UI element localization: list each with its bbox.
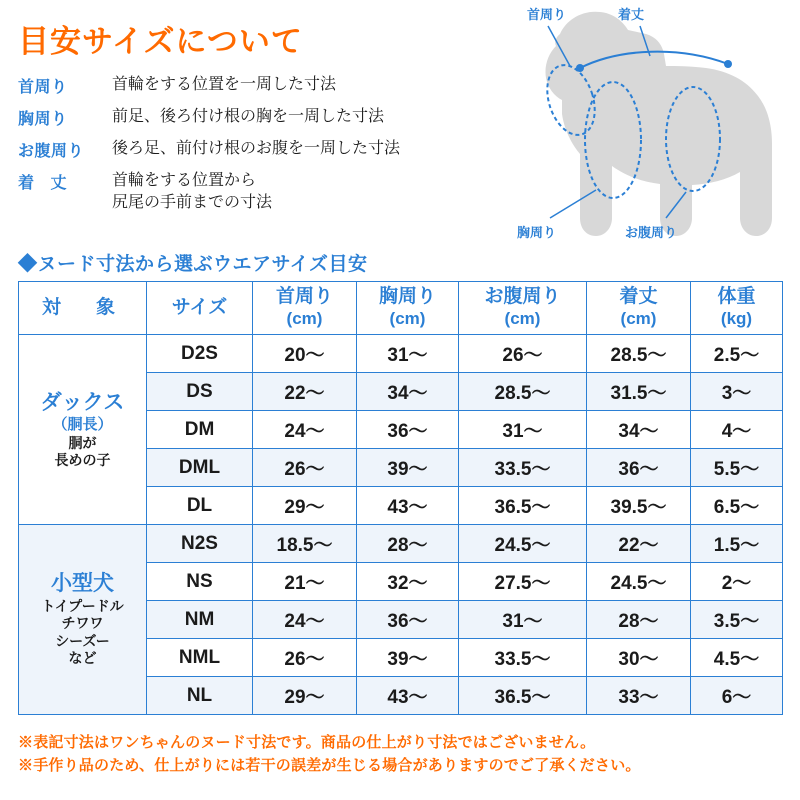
size-table	[18, 281, 783, 715]
diagram-label-length: 着丈	[618, 7, 645, 22]
cell-length: 39.5〜	[587, 487, 691, 525]
group-note-2: チワワ	[61, 615, 104, 632]
cell-size: DM	[147, 411, 253, 449]
group-name: 小型犬	[51, 572, 114, 596]
definition-description-line2: 尻尾の手前までの寸法	[112, 193, 273, 211]
table-header-row	[19, 282, 783, 335]
cell-weight: 3〜	[691, 373, 783, 411]
column-header-belly-label: お腹周り	[484, 286, 561, 308]
group-note-3: シーズー	[55, 632, 110, 649]
cell-neck: 24〜	[253, 411, 357, 449]
table-row	[19, 335, 783, 373]
cell-size: DS	[147, 373, 253, 411]
cell-neck: 21〜	[253, 563, 357, 601]
column-header-weight	[691, 282, 783, 335]
footnote-1: ※表記寸法はワンちゃんのヌード寸法です。商品の仕上がり寸法ではございません。	[18, 734, 596, 751]
group-name-sub: （胴長）	[52, 415, 113, 433]
dog-silhouette-icon	[470, 4, 792, 252]
column-header-length	[587, 282, 691, 335]
cell-weight: 4.5〜	[691, 639, 783, 677]
definition-term: 着 丈	[18, 175, 73, 192]
dog-diagram	[470, 4, 792, 252]
cell-weight: 6.5〜	[691, 487, 783, 525]
cell-chest: 34〜	[357, 373, 459, 411]
cell-belly: 33.5〜	[459, 449, 587, 487]
column-header-length-label: 着丈	[619, 286, 658, 308]
cell-length: 24.5〜	[587, 563, 691, 601]
cell-length: 28〜	[587, 601, 691, 639]
cell-belly: 36.5〜	[459, 487, 587, 525]
column-header-belly-unit: (cm)	[504, 309, 541, 329]
cell-weight: 3.5〜	[691, 601, 783, 639]
definition-description-line1: 首輪をする位置から	[112, 172, 257, 189]
cell-chest: 39〜	[357, 639, 459, 677]
column-header-chest-label: 胸周り	[378, 286, 436, 308]
cell-neck: 26〜	[253, 639, 357, 677]
cell-belly: 24.5〜	[459, 525, 587, 563]
cell-weight: 2〜	[691, 563, 783, 601]
cell-chest: 43〜	[357, 487, 459, 525]
measurement-definitions	[18, 74, 488, 222]
group-label-small-dog	[19, 525, 147, 715]
footnotes	[18, 731, 788, 778]
definition-row	[18, 74, 488, 97]
column-header-target-label: 対 象	[41, 296, 123, 318]
group-name: ダックス	[40, 390, 125, 414]
diagram-label-chest: 胸周り	[517, 225, 557, 240]
cell-length: 31.5〜	[587, 373, 691, 411]
definition-term: 胸周り	[18, 111, 68, 128]
cell-belly: 28.5〜	[459, 373, 587, 411]
column-header-belly	[459, 282, 587, 335]
cell-belly: 27.5〜	[459, 563, 587, 601]
cell-neck: 18.5〜	[253, 525, 357, 563]
cell-belly: 26〜	[459, 335, 587, 373]
cell-weight: 5.5〜	[691, 449, 783, 487]
cell-size: NML	[147, 639, 253, 677]
page-title: 目安サイズについて	[18, 24, 303, 59]
cell-size: NM	[147, 601, 253, 639]
cell-size: NS	[147, 563, 253, 601]
cell-neck: 24〜	[253, 601, 357, 639]
diagram-label-neck: 首周り	[527, 7, 567, 22]
cell-weight: 4〜	[691, 411, 783, 449]
cell-length: 36〜	[587, 449, 691, 487]
cell-length: 28.5〜	[587, 335, 691, 373]
section-heading: ◆ヌード寸法から選ぶウエアサイズ目安	[18, 254, 368, 275]
cell-chest: 31〜	[357, 335, 459, 373]
column-header-neck-unit: (cm)	[286, 309, 323, 329]
cell-size: N2S	[147, 525, 253, 563]
definition-description	[112, 170, 272, 213]
group-note-2: 長めの子	[54, 452, 111, 468]
cell-chest: 36〜	[357, 411, 459, 449]
cell-size: NL	[147, 677, 253, 715]
column-header-size	[147, 282, 253, 335]
footnote-2: ※手作り品のため、仕上がりには若干の誤差が生じる場合がありますのでご了承ください。	[18, 757, 641, 775]
definition-description: 後ろ足、前付け根のお腹を一周した寸法	[112, 140, 401, 157]
column-header-length-unit: (cm)	[620, 309, 657, 329]
cell-length: 22〜	[587, 525, 691, 563]
cell-chest: 36〜	[357, 601, 459, 639]
cell-chest: 32〜	[357, 563, 459, 601]
definition-description: 首輪をする位置を一周した寸法	[112, 76, 337, 93]
cell-neck: 29〜	[253, 677, 357, 715]
cell-chest: 39〜	[357, 449, 459, 487]
cell-belly: 31〜	[459, 411, 587, 449]
cell-neck: 22〜	[253, 373, 357, 411]
column-header-chest-unit: (cm)	[389, 309, 426, 329]
cell-chest: 43〜	[357, 677, 459, 715]
cell-weight: 6〜	[691, 677, 783, 715]
group-label-dachshund	[19, 335, 147, 525]
length-end-dot	[724, 60, 732, 68]
column-header-neck	[253, 282, 357, 335]
cell-neck: 20〜	[253, 335, 357, 373]
cell-size: DML	[147, 449, 253, 487]
column-header-chest	[357, 282, 459, 335]
definition-row	[18, 106, 488, 129]
cell-belly: 36.5〜	[459, 677, 587, 715]
cell-length: 34〜	[587, 411, 691, 449]
cell-weight: 2.5〜	[691, 335, 783, 373]
cell-belly: 33.5〜	[459, 639, 587, 677]
group-note-4: など	[68, 650, 97, 667]
cell-neck: 26〜	[253, 449, 357, 487]
cell-size: D2S	[147, 335, 253, 373]
definition-description: 前足、後ろ付け根の胸を一周した寸法	[112, 108, 385, 125]
length-start-dot	[576, 64, 584, 72]
definition-term: お腹周り	[18, 143, 85, 160]
definition-term: 首周り	[18, 79, 68, 96]
cell-belly: 31〜	[459, 601, 587, 639]
cell-weight: 1.5〜	[691, 525, 783, 563]
definition-row	[18, 138, 488, 161]
column-header-size-label: サイズ	[171, 296, 228, 318]
diagram-label-belly: お腹周り	[625, 225, 678, 240]
cell-neck: 29〜	[253, 487, 357, 525]
column-header-weight-label: 体重	[717, 286, 756, 308]
definition-row	[18, 170, 488, 213]
table-row	[19, 525, 783, 563]
cell-length: 30〜	[587, 639, 691, 677]
column-header-target	[19, 282, 147, 335]
group-note-1: トイプードル	[41, 597, 124, 614]
cell-length: 33〜	[587, 677, 691, 715]
column-header-neck-label: 首周り	[275, 286, 333, 308]
cell-chest: 28〜	[357, 525, 459, 563]
group-note-1: 胴が	[68, 434, 97, 451]
column-header-weight-unit: (kg)	[720, 309, 753, 329]
cell-size: DL	[147, 487, 253, 525]
